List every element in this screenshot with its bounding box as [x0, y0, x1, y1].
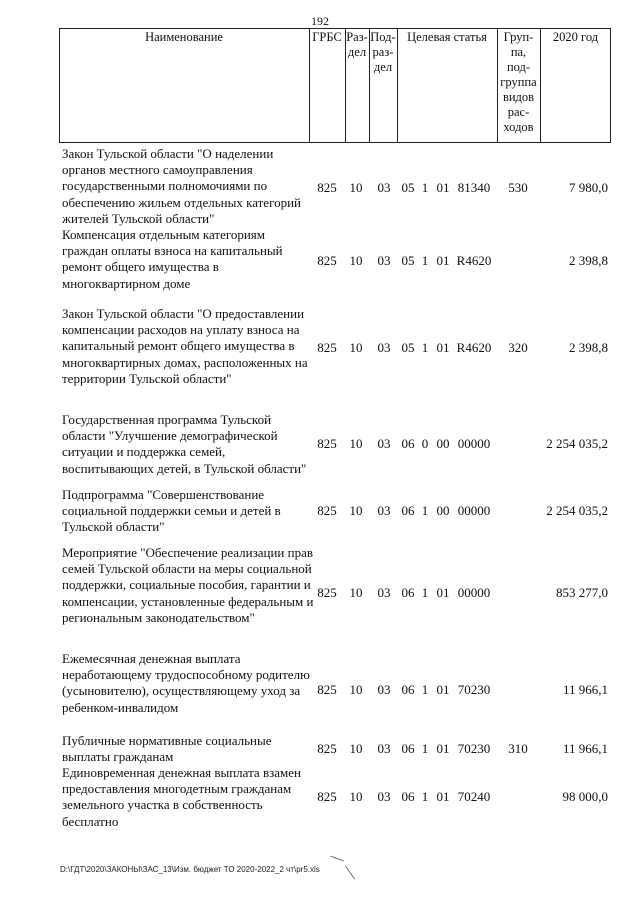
row-target-program: 05 — [401, 253, 415, 268]
row-grbs: 825 — [317, 789, 337, 804]
row-podrazdel: 03 — [377, 503, 391, 518]
row-razdel: 10 — [349, 789, 363, 804]
row-target-subprogram: 1 — [421, 180, 429, 195]
row-target-event: 00 — [436, 436, 450, 451]
row-sum: 2 254 035,2 — [546, 503, 608, 518]
row-grbs: 825 — [317, 741, 337, 756]
row-razdel: 10 — [349, 340, 363, 355]
table-header — [59, 28, 611, 143]
row-target-program: 06 — [401, 741, 415, 756]
row-razdel: 10 — [349, 503, 363, 518]
row-name: Публичные нормативные социальные выплаты гражданам — [62, 733, 272, 765]
row-razdel: 10 — [349, 585, 363, 600]
row-target-subprogram: 0 — [421, 436, 429, 451]
row-target-event: 01 — [436, 253, 450, 268]
row-name: Компенсация отдельным категориям граждан оплаты взноса на капитальный ремонт общего имущества в многоквартирном доме — [62, 227, 283, 291]
row-sum: 2 398,8 — [569, 340, 608, 355]
row-podrazdel: 03 — [377, 585, 391, 600]
row-razdel: 10 — [349, 253, 363, 268]
row-target-event: 00 — [436, 503, 450, 518]
row-name: Государственная программа Тульской области "Улучшение демографической ситуации и поддержка семей, воспитывающих детей, в Тульской области" — [62, 412, 307, 476]
header-name: Наименование — [145, 30, 223, 44]
row-razdel: 10 — [349, 741, 363, 756]
row-name: Закон Тульской области "О наделении органов местного самоуправления государственными полномочиями по обеспечению жильем отдельных категорий жителей Тульской области" — [62, 146, 302, 226]
header-divider — [540, 28, 541, 143]
row-sum: 98 000,0 — [562, 789, 608, 804]
header-podrazdel: Под- раз- дел — [370, 30, 396, 74]
row-target-subprogram: 1 — [421, 789, 429, 804]
row-target-program: 06 — [401, 436, 415, 451]
header-year: 2020 год — [552, 30, 599, 44]
header-target: Целевая статья — [407, 30, 487, 44]
row-sum: 2 254 035,2 — [546, 436, 608, 451]
row-target-direction: 00000 — [457, 503, 491, 518]
row-group: 530 — [508, 180, 528, 195]
row-target-program: 06 — [401, 503, 415, 518]
footer-file-path: D:\ГДТ\2020\ЗАКОНЫ\ЗАС_13\Изм. бюджет ТО 2020-2022_2 чт\pr5.xls — [60, 865, 320, 874]
row-target-subprogram: 1 — [421, 585, 429, 600]
row-podrazdel: 03 — [377, 253, 391, 268]
page-number: 192 — [311, 14, 329, 28]
row-target-event: 01 — [436, 741, 450, 756]
row-name: Подпрограмма "Совершенствование социальной поддержки семьи и детей в Тульской области" — [62, 487, 281, 535]
header-divider — [309, 28, 310, 143]
row-target-direction: 70230 — [457, 741, 491, 756]
row-target-subprogram: 1 — [421, 741, 429, 756]
row-target-direction: 81340 — [457, 180, 491, 195]
header-divider — [397, 28, 398, 143]
row-target-program: 06 — [401, 682, 415, 697]
row-target-event: 01 — [436, 180, 450, 195]
row-name: Ежемесячная денежная выплата неработающему трудоспособному родителю (усыновителю), осуществляющему уход за ребенком-инвалидом — [62, 651, 310, 715]
row-name: Закон Тульской области "О предоставлении компенсации расходов на уплату взноса на капитальный ремонт общего имущества в многоквартирных домах, расположенных на территории Тульской области" — [62, 306, 308, 386]
row-name: Мероприятие "Обеспечение реализации прав семей Тульской области на меры социальной поддержки, социальные пособия, гарантии и компенсации, установленные федеральным и региональным законодательством" — [62, 545, 314, 625]
row-target-event: 01 — [436, 789, 450, 804]
row-grbs: 825 — [317, 340, 337, 355]
header-grbs: ГРБС — [312, 30, 342, 44]
row-podrazdel: 03 — [377, 436, 391, 451]
row-name: Единовременная денежная выплата взамен предоставления многодетным гражданам земельного участка в собственность бесплатно — [62, 765, 301, 829]
row-group: 310 — [508, 741, 528, 756]
row-target-direction: R4620 — [456, 340, 492, 355]
row-target-subprogram: 1 — [421, 340, 429, 355]
row-grbs: 825 — [317, 585, 337, 600]
row-target-direction: 00000 — [457, 436, 491, 451]
header-group: Груп- па, под- группа видов рас- ходов — [500, 30, 537, 134]
row-group: 320 — [508, 340, 528, 355]
row-target-subprogram: 1 — [421, 253, 429, 268]
row-razdel: 10 — [349, 436, 363, 451]
row-grbs: 825 — [317, 503, 337, 518]
header-razdel: Раз- дел — [346, 30, 368, 59]
row-target-subprogram: 1 — [421, 682, 429, 697]
row-razdel: 10 — [349, 682, 363, 697]
scan-mark — [345, 866, 355, 880]
row-target-event: 01 — [436, 340, 450, 355]
row-sum: 7 980,0 — [569, 180, 608, 195]
row-podrazdel: 03 — [377, 789, 391, 804]
row-sum: 11 966,1 — [562, 682, 608, 697]
row-podrazdel: 03 — [377, 682, 391, 697]
row-target-program: 05 — [401, 180, 415, 195]
row-grbs: 825 — [317, 436, 337, 451]
row-grbs: 825 — [317, 180, 337, 195]
row-target-direction: 00000 — [457, 585, 491, 600]
row-target-direction: 70230 — [457, 682, 491, 697]
row-sum: 11 966,1 — [562, 741, 608, 756]
row-podrazdel: 03 — [377, 340, 391, 355]
row-grbs: 825 — [317, 682, 337, 697]
row-target-program: 06 — [401, 789, 415, 804]
row-target-subprogram: 1 — [421, 503, 429, 518]
row-podrazdel: 03 — [377, 741, 391, 756]
row-podrazdel: 03 — [377, 180, 391, 195]
row-grbs: 825 — [317, 253, 337, 268]
scan-mark — [330, 856, 343, 862]
row-razdel: 10 — [349, 180, 363, 195]
row-target-direction: R4620 — [456, 253, 492, 268]
row-target-event: 01 — [436, 585, 450, 600]
row-sum: 853 277,0 — [556, 585, 608, 600]
row-target-event: 01 — [436, 682, 450, 697]
row-target-program: 05 — [401, 340, 415, 355]
row-target-program: 06 — [401, 585, 415, 600]
row-target-direction: 70240 — [457, 789, 491, 804]
row-sum: 2 398,8 — [569, 253, 608, 268]
